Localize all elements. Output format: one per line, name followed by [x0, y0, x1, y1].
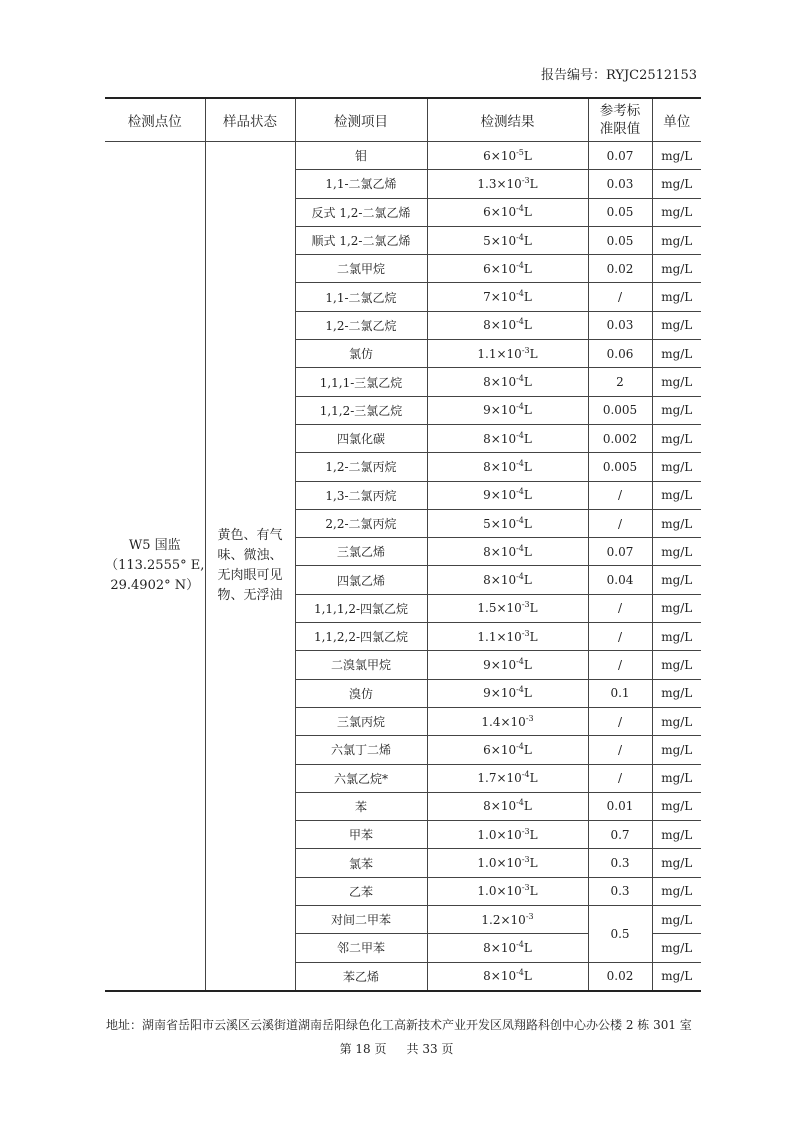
item-cell: 1,1,1-三氯乙烷 — [295, 368, 427, 396]
result-mantissa: 8×10 — [483, 573, 517, 588]
result-exponent: -4 — [516, 289, 524, 299]
result-suffix: L — [529, 771, 538, 786]
limit-cell: 0.05 — [588, 198, 652, 226]
table-header-row — [105, 98, 701, 142]
result-cell — [427, 255, 588, 283]
result-cell — [427, 170, 588, 198]
result-exponent: -3 — [521, 345, 530, 355]
unit-cell: mg/L — [652, 538, 701, 566]
result-exponent: -4 — [516, 741, 524, 751]
result-mantissa: 6×10 — [483, 148, 517, 163]
limit-cell: 0.005 — [588, 453, 652, 481]
result-cell — [427, 424, 588, 452]
unit-cell: mg/L — [652, 792, 701, 820]
unit-cell: mg/L — [652, 566, 701, 594]
result-cell — [427, 764, 588, 792]
result-mantissa: 6×10 — [483, 205, 517, 220]
item-cell: 苯 — [295, 792, 427, 820]
limit-cell: 0.02 — [588, 962, 652, 991]
col-header-site: 检测点位 — [105, 98, 205, 142]
unit-cell: mg/L — [652, 736, 701, 764]
table-row — [105, 142, 701, 170]
result-mantissa: 8×10 — [483, 318, 517, 333]
result-mantissa: 5×10 — [483, 516, 517, 531]
item-cell: 1,1,2-三氯乙烷 — [295, 396, 427, 424]
item-cell: 二氯甲烷 — [295, 255, 427, 283]
unit-cell: mg/L — [652, 623, 701, 651]
result-exponent: -3 — [521, 175, 530, 185]
limit-cell: 0.002 — [588, 424, 652, 452]
result-mantissa: 8×10 — [483, 544, 517, 559]
unit-cell: mg/L — [652, 142, 701, 170]
limit-cell: / — [588, 764, 652, 792]
limit-cell: 0.03 — [588, 311, 652, 339]
limit-cell: / — [588, 283, 652, 311]
limit-cell: / — [588, 736, 652, 764]
unit-cell: mg/L — [652, 311, 701, 339]
result-suffix: L — [529, 176, 538, 191]
result-suffix: L — [523, 318, 532, 333]
result-suffix: L — [523, 488, 532, 503]
result-mantissa: 9×10 — [483, 403, 517, 418]
sample-state-line4: 物、无浮油 — [217, 587, 283, 603]
item-cell: 2,2-二氯丙烷 — [295, 509, 427, 537]
result-mantissa: 1.4×10 — [481, 714, 526, 729]
result-exponent: -4 — [516, 685, 524, 695]
result-exponent: -4 — [516, 458, 524, 468]
result-suffix: L — [523, 544, 532, 559]
result-cell — [427, 509, 588, 537]
result-suffix: L — [523, 233, 532, 248]
site-line3: 29.4902° N） — [110, 577, 200, 593]
item-cell: 1,2-二氯丙烷 — [295, 453, 427, 481]
item-cell: 二溴氯甲烷 — [295, 651, 427, 679]
result-cell — [427, 707, 588, 735]
result-mantissa: 9×10 — [483, 488, 517, 503]
result-cell — [427, 311, 588, 339]
sample-state-line1: 黄色、有气 — [217, 527, 283, 543]
result-cell — [427, 566, 588, 594]
result-cell — [427, 340, 588, 368]
result-exponent: -3 — [521, 883, 530, 893]
item-cell: 对间二甲苯 — [295, 906, 427, 934]
sample-state-line2: 味、微浊、 — [217, 547, 283, 563]
results-table — [105, 97, 701, 992]
item-cell: 氯仿 — [295, 340, 427, 368]
result-exponent: -4 — [521, 770, 530, 780]
item-cell: 1,1-二氯乙烯 — [295, 170, 427, 198]
item-cell: 反式 1,2-二氯乙烯 — [295, 198, 427, 226]
limit-cell: 0.04 — [588, 566, 652, 594]
result-suffix: L — [523, 799, 532, 814]
result-exponent: -3 — [525, 911, 534, 921]
result-mantissa: 8×10 — [483, 799, 517, 814]
result-suffix: L — [523, 516, 532, 531]
result-exponent: -5 — [516, 147, 524, 157]
result-cell — [427, 934, 588, 962]
result-exponent: -4 — [516, 572, 524, 582]
unit-cell: mg/L — [652, 707, 701, 735]
site-line2: （113.2555° E, — [105, 557, 205, 573]
item-cell: 乙苯 — [295, 877, 427, 905]
result-suffix: L — [523, 940, 532, 955]
item-cell: 四氯化碳 — [295, 424, 427, 452]
unit-cell: mg/L — [652, 679, 701, 707]
unit-cell: mg/L — [652, 651, 701, 679]
result-suffix: L — [523, 742, 532, 757]
result-cell — [427, 736, 588, 764]
result-cell — [427, 396, 588, 424]
result-cell — [427, 453, 588, 481]
item-cell: 六氯乙烷* — [295, 764, 427, 792]
result-suffix: L — [523, 148, 532, 163]
result-cell — [427, 368, 588, 396]
site-line1: W5 国监 — [128, 537, 181, 553]
limit-cell: / — [588, 707, 652, 735]
total-pages: 共 33 页 — [406, 1042, 454, 1056]
footer-address: 地址：湖南省岳阳市云溪区云溪街道湖南岳阳绿色化工高新技术产业开发区凤翔路科创中心办公楼 2 栋 301 室 — [106, 1018, 692, 1032]
result-mantissa: 1.5×10 — [477, 601, 522, 616]
result-suffix: L — [529, 601, 538, 616]
result-mantissa: 1.0×10 — [477, 856, 522, 871]
col-header-limit-line1: 参考标 — [599, 103, 641, 119]
result-exponent: -4 — [516, 260, 524, 270]
result-exponent: -3 — [525, 713, 534, 723]
unit-cell: mg/L — [652, 170, 701, 198]
result-suffix: L — [523, 375, 532, 390]
result-cell — [427, 198, 588, 226]
unit-cell: mg/L — [652, 962, 701, 991]
result-cell — [427, 849, 588, 877]
unit-cell: mg/L — [652, 594, 701, 622]
result-cell — [427, 679, 588, 707]
result-suffix: L — [523, 686, 532, 701]
limit-cell: / — [588, 651, 652, 679]
unit-cell: mg/L — [652, 509, 701, 537]
result-exponent: -4 — [516, 204, 524, 214]
result-suffix: L — [529, 629, 538, 644]
sample-state-cell — [205, 142, 295, 991]
result-exponent: -4 — [516, 402, 524, 412]
item-cell: 氯苯 — [295, 849, 427, 877]
unit-cell: mg/L — [652, 764, 701, 792]
result-exponent: -4 — [516, 374, 524, 384]
result-mantissa: 1.2×10 — [481, 912, 526, 927]
limit-cell: 0.7 — [588, 821, 652, 849]
item-cell: 溴仿 — [295, 679, 427, 707]
col-header-result: 检测结果 — [427, 98, 588, 142]
col-header-sample-state: 样品状态 — [205, 98, 295, 142]
item-cell: 钼 — [295, 142, 427, 170]
unit-cell: mg/L — [652, 283, 701, 311]
unit-cell: mg/L — [652, 481, 701, 509]
sample-state-line3: 无肉眼可见 — [217, 567, 283, 583]
result-suffix: L — [523, 403, 532, 418]
limit-cell: 0.005 — [588, 396, 652, 424]
limit-cell: 0.05 — [588, 226, 652, 254]
unit-cell: mg/L — [652, 396, 701, 424]
limit-cell: 0.02 — [588, 255, 652, 283]
col-header-unit: 单位 — [652, 98, 701, 142]
result-exponent: -4 — [516, 543, 524, 553]
result-suffix: L — [523, 657, 532, 672]
item-cell: 顺式 1,2-二氯乙烯 — [295, 226, 427, 254]
result-suffix: L — [523, 573, 532, 588]
col-header-item: 检测项目 — [295, 98, 427, 142]
result-cell — [427, 538, 588, 566]
limit-cell: 0.07 — [588, 142, 652, 170]
unit-cell: mg/L — [652, 453, 701, 481]
limit-cell: 0.03 — [588, 170, 652, 198]
limit-cell: 0.1 — [588, 679, 652, 707]
col-header-limit-line2: 准限值 — [599, 121, 641, 137]
result-exponent: -3 — [521, 628, 530, 638]
limit-cell: 0.06 — [588, 340, 652, 368]
result-cell — [427, 623, 588, 651]
unit-cell: mg/L — [652, 198, 701, 226]
result-mantissa: 1.0×10 — [477, 827, 522, 842]
result-exponent: -4 — [516, 515, 524, 525]
result-mantissa: 1.3×10 — [477, 176, 522, 191]
result-exponent: -4 — [516, 798, 524, 808]
result-suffix: L — [523, 459, 532, 474]
unit-cell: mg/L — [652, 424, 701, 452]
result-cell — [427, 962, 588, 991]
result-cell — [427, 821, 588, 849]
item-cell: 1,1,1,2-四氯乙烷 — [295, 594, 427, 622]
unit-cell: mg/L — [652, 226, 701, 254]
result-exponent: -4 — [516, 487, 524, 497]
result-mantissa: 1.1×10 — [477, 346, 522, 361]
limit-cell: / — [588, 623, 652, 651]
result-cell — [427, 594, 588, 622]
item-cell: 苯乙烯 — [295, 962, 427, 991]
site-cell — [105, 142, 205, 991]
item-cell: 1,1-二氯乙烷 — [295, 283, 427, 311]
current-page: 第 18 页 — [339, 1042, 387, 1056]
result-suffix: L — [529, 827, 538, 842]
unit-cell: mg/L — [652, 255, 701, 283]
limit-cell: / — [588, 509, 652, 537]
result-mantissa: 9×10 — [483, 657, 517, 672]
result-suffix: L — [523, 969, 532, 984]
limit-cell: 0.07 — [588, 538, 652, 566]
result-mantissa: 8×10 — [483, 375, 517, 390]
result-exponent: -4 — [516, 232, 524, 242]
result-mantissa: 8×10 — [483, 969, 517, 984]
result-exponent: -3 — [521, 600, 530, 610]
item-cell: 1,1,2,2-四氯乙烷 — [295, 623, 427, 651]
limit-cell: 2 — [588, 368, 652, 396]
result-mantissa: 8×10 — [483, 940, 517, 955]
result-exponent: -4 — [516, 939, 524, 949]
item-cell: 四氯乙烯 — [295, 566, 427, 594]
item-cell: 三氯丙烷 — [295, 707, 427, 735]
result-exponent: -4 — [516, 968, 524, 978]
unit-cell: mg/L — [652, 906, 701, 934]
result-exponent: -3 — [521, 826, 530, 836]
limit-cell: / — [588, 481, 652, 509]
result-suffix: L — [523, 205, 532, 220]
result-mantissa: 8×10 — [483, 459, 517, 474]
result-cell — [427, 481, 588, 509]
result-cell — [427, 906, 588, 934]
item-cell: 甲苯 — [295, 821, 427, 849]
result-exponent: -4 — [516, 656, 524, 666]
unit-cell: mg/L — [652, 934, 701, 962]
result-mantissa: 1.1×10 — [477, 629, 522, 644]
result-mantissa: 1.7×10 — [477, 771, 522, 786]
limit-cell: 0.01 — [588, 792, 652, 820]
result-mantissa: 7×10 — [483, 290, 517, 305]
page-number — [0, 1040, 793, 1057]
unit-cell: mg/L — [652, 877, 701, 905]
item-cell: 1,3-二氯丙烷 — [295, 481, 427, 509]
result-mantissa: 9×10 — [483, 686, 517, 701]
unit-cell: mg/L — [652, 821, 701, 849]
result-suffix: L — [523, 261, 532, 276]
result-suffix: L — [529, 346, 538, 361]
result-cell — [427, 142, 588, 170]
unit-cell: mg/L — [652, 340, 701, 368]
item-cell: 邻二甲苯 — [295, 934, 427, 962]
result-suffix: L — [523, 431, 532, 446]
result-mantissa: 8×10 — [483, 431, 517, 446]
result-cell — [427, 651, 588, 679]
result-exponent: -3 — [521, 855, 530, 865]
result-exponent: -4 — [516, 430, 524, 440]
result-cell — [427, 283, 588, 311]
result-mantissa: 6×10 — [483, 261, 517, 276]
item-cell: 1,2-二氯乙烷 — [295, 311, 427, 339]
limit-cell: 0.3 — [588, 877, 652, 905]
report-number: 报告编号：RYJC2512153 — [540, 68, 697, 83]
col-header-limit — [588, 98, 652, 142]
result-suffix: L — [529, 884, 538, 899]
unit-cell: mg/L — [652, 368, 701, 396]
result-mantissa: 1.0×10 — [477, 884, 522, 899]
result-suffix: L — [523, 290, 532, 305]
item-cell: 三氯乙烯 — [295, 538, 427, 566]
limit-cell: / — [588, 594, 652, 622]
result-cell — [427, 792, 588, 820]
item-cell: 六氯丁二烯 — [295, 736, 427, 764]
result-cell — [427, 877, 588, 905]
result-exponent: -4 — [516, 317, 524, 327]
result-cell — [427, 226, 588, 254]
result-suffix: L — [529, 856, 538, 871]
limit-cell: 0.5 — [588, 906, 652, 963]
result-mantissa: 5×10 — [483, 233, 517, 248]
unit-cell: mg/L — [652, 849, 701, 877]
limit-cell: 0.3 — [588, 849, 652, 877]
result-mantissa: 6×10 — [483, 742, 517, 757]
